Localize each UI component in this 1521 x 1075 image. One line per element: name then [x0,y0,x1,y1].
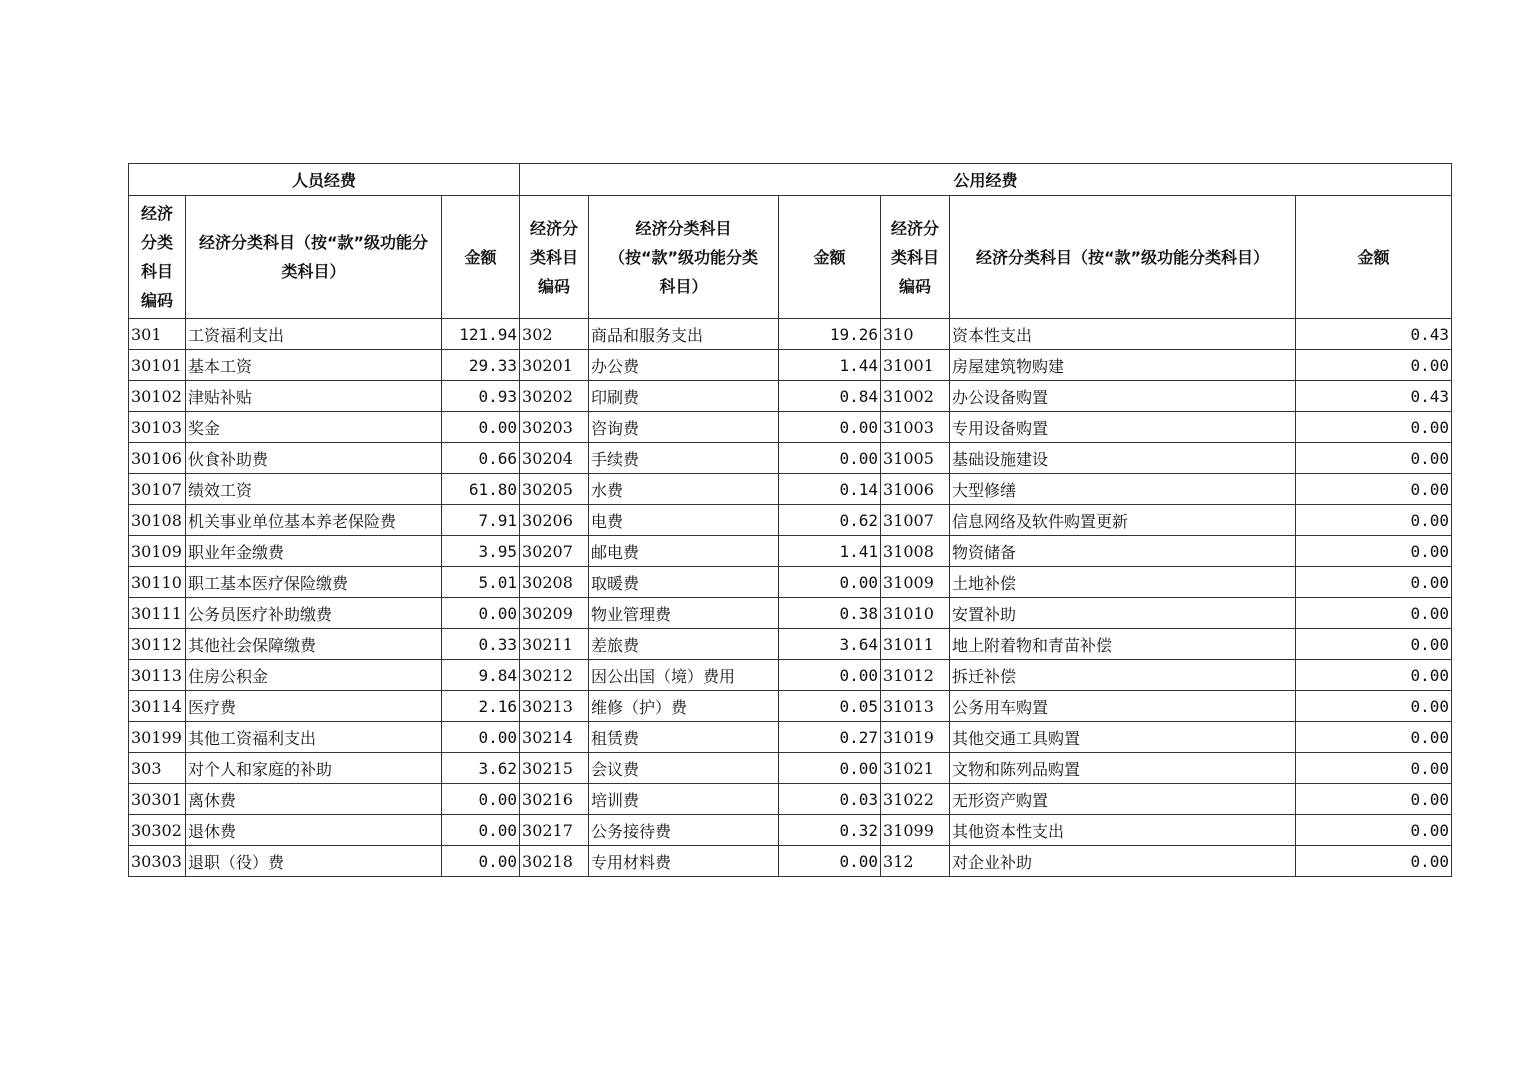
name-cell: 文物和陈列品购置 [950,753,1296,784]
table-row [129,846,1452,877]
name-cell: 差旅费 [589,629,779,660]
amount-cell: 19.26 [779,319,881,350]
code-cell: 30199 [129,722,186,753]
name-cell: 办公设备购置 [950,381,1296,412]
amount-cell: 0.00 [442,784,520,815]
name-cell: 对个人和家庭的补助 [186,753,442,784]
code-cell: 30206 [520,505,589,536]
name-cell: 咨询费 [589,412,779,443]
code-cell: 31003 [881,412,950,443]
amount-cell: 0.03 [779,784,881,815]
name-cell: 商品和服务支出 [589,319,779,350]
amount-cell: 0.00 [442,722,520,753]
code-cell: 31008 [881,536,950,567]
code-cell: 31021 [881,753,950,784]
code-cell: 31019 [881,722,950,753]
code-cell: 30215 [520,753,589,784]
name-cell: 邮电费 [589,536,779,567]
expenditure-table [128,163,1452,877]
name-cell: 地上附着物和青苗补偿 [950,629,1296,660]
code-cell: 30218 [520,846,589,877]
code-cell: 30217 [520,815,589,846]
amount-cell: 121.94 [442,319,520,350]
amount-cell: 0.00 [1296,753,1452,784]
code-cell: 30110 [129,567,186,598]
name-cell: 物业管理费 [589,598,779,629]
amount-cell: 29.33 [442,350,520,381]
name-cell: 伙食补助费 [186,443,442,474]
table-row [129,722,1452,753]
table-row [129,629,1452,660]
amount-cell: 0.33 [442,629,520,660]
name-cell: 公务用车购置 [950,691,1296,722]
table-row [129,784,1452,815]
name-cell: 电费 [589,505,779,536]
name-cell: 职业年金缴费 [186,536,442,567]
name-cell: 职工基本医疗保险缴费 [186,567,442,598]
table-row [129,753,1452,784]
amount-cell: 0.27 [779,722,881,753]
code-cell: 30103 [129,412,186,443]
code-cell: 303 [129,753,186,784]
amount-cell: 0.38 [779,598,881,629]
name-cell: 其他社会保障缴费 [186,629,442,660]
amount-cell: 0.00 [1296,815,1452,846]
name-cell: 培训费 [589,784,779,815]
code-cell: 30113 [129,660,186,691]
header-amount: 金额 [442,196,520,319]
code-cell: 30207 [520,536,589,567]
name-cell: 退职（役）费 [186,846,442,877]
amount-cell: 0.05 [779,691,881,722]
name-cell: 大型修缮 [950,474,1296,505]
code-cell: 31005 [881,443,950,474]
name-cell: 租赁费 [589,722,779,753]
header-name: 经济分类科目（按“款”级功能分类科目） [186,196,442,319]
name-cell: 住房公积金 [186,660,442,691]
amount-cell: 0.00 [1296,412,1452,443]
name-cell: 印刷费 [589,381,779,412]
amount-cell: 0.00 [1296,567,1452,598]
code-cell: 30214 [520,722,589,753]
amount-cell: 0.00 [779,443,881,474]
amount-cell: 3.95 [442,536,520,567]
table-row [129,691,1452,722]
header-code: 经济分类科目编码 [129,196,186,319]
amount-cell: 0.00 [1296,691,1452,722]
name-cell: 专用材料费 [589,846,779,877]
name-cell: 离休费 [186,784,442,815]
code-cell: 30213 [520,691,589,722]
code-cell: 30107 [129,474,186,505]
code-cell: 30106 [129,443,186,474]
code-cell: 30112 [129,629,186,660]
table-row [129,536,1452,567]
amount-cell: 0.00 [779,753,881,784]
name-cell: 拆迁补偿 [950,660,1296,691]
table-row [129,319,1452,350]
amount-cell: 0.00 [1296,443,1452,474]
amount-cell: 0.00 [442,815,520,846]
code-cell: 30208 [520,567,589,598]
amount-cell: 9.84 [442,660,520,691]
code-cell: 31007 [881,505,950,536]
name-cell: 绩效工资 [186,474,442,505]
name-cell: 土地补偿 [950,567,1296,598]
name-cell: 公务员医疗补助缴费 [186,598,442,629]
code-cell: 30108 [129,505,186,536]
table-row [129,815,1452,846]
code-cell: 31012 [881,660,950,691]
table-row [129,381,1452,412]
amount-cell: 0.32 [779,815,881,846]
header-code: 经济分类科目编码 [520,196,589,319]
name-cell: 对企业补助 [950,846,1296,877]
code-cell: 310 [881,319,950,350]
group-public: 公用经费 [520,164,1452,196]
code-cell: 31011 [881,629,950,660]
amount-cell: 0.00 [1296,536,1452,567]
code-cell: 30216 [520,784,589,815]
amount-cell: 0.00 [442,598,520,629]
code-cell: 30301 [129,784,186,815]
code-cell: 301 [129,319,186,350]
code-cell: 30209 [520,598,589,629]
code-cell: 30102 [129,381,186,412]
amount-cell: 0.43 [1296,319,1452,350]
amount-cell: 0.00 [1296,846,1452,877]
amount-cell: 0.00 [1296,474,1452,505]
name-cell: 其他交通工具购置 [950,722,1296,753]
code-cell: 30303 [129,846,186,877]
amount-cell: 0.43 [1296,381,1452,412]
name-cell: 津贴补贴 [186,381,442,412]
name-cell: 其他工资福利支出 [186,722,442,753]
name-cell: 办公费 [589,350,779,381]
code-cell: 30202 [520,381,589,412]
code-cell: 30203 [520,412,589,443]
code-cell: 31010 [881,598,950,629]
name-cell: 水费 [589,474,779,505]
amount-cell: 3.62 [442,753,520,784]
amount-cell: 0.00 [1296,350,1452,381]
code-cell: 31013 [881,691,950,722]
amount-cell: 0.93 [442,381,520,412]
code-cell: 30211 [520,629,589,660]
amount-cell: 0.00 [1296,660,1452,691]
amount-cell: 0.00 [1296,629,1452,660]
code-cell: 30109 [129,536,186,567]
amount-cell: 3.64 [779,629,881,660]
group-personnel: 人员经费 [129,164,520,196]
table-row [129,474,1452,505]
code-cell: 31099 [881,815,950,846]
code-cell: 312 [881,846,950,877]
code-cell: 31009 [881,567,950,598]
name-cell: 奖金 [186,412,442,443]
amount-cell: 0.00 [779,412,881,443]
code-cell: 30101 [129,350,186,381]
code-cell: 302 [520,319,589,350]
amount-cell: 0.00 [779,846,881,877]
name-cell: 其他资本性支出 [950,815,1296,846]
name-cell: 专用设备购置 [950,412,1296,443]
table-row [129,660,1452,691]
name-cell: 无形资产购置 [950,784,1296,815]
code-cell: 31002 [881,381,950,412]
amount-cell: 0.66 [442,443,520,474]
table-row [129,443,1452,474]
amount-cell: 0.00 [1296,505,1452,536]
amount-cell: 0.00 [1296,722,1452,753]
name-cell: 工资福利支出 [186,319,442,350]
table-row [129,598,1452,629]
amount-cell: 1.41 [779,536,881,567]
amount-cell: 0.62 [779,505,881,536]
amount-cell: 0.00 [1296,598,1452,629]
table-row [129,505,1452,536]
code-cell: 30204 [520,443,589,474]
name-cell: 维修（护）费 [589,691,779,722]
name-cell: 退休费 [186,815,442,846]
name-cell: 资本性支出 [950,319,1296,350]
name-cell: 基本工资 [186,350,442,381]
code-cell: 30201 [520,350,589,381]
header-name: 经济分类科目（按“款”级功能分类科目） [950,196,1296,319]
amount-cell: 0.00 [442,412,520,443]
amount-cell: 0.00 [1296,784,1452,815]
name-cell: 基础设施建设 [950,443,1296,474]
header-amount: 金额 [1296,196,1452,319]
amount-cell: 1.44 [779,350,881,381]
name-cell: 物资储备 [950,536,1296,567]
name-cell: 信息网络及软件购置更新 [950,505,1296,536]
code-cell: 30212 [520,660,589,691]
table-row [129,412,1452,443]
amount-cell: 0.00 [779,660,881,691]
code-cell: 30302 [129,815,186,846]
name-cell: 因公出国（境）费用 [589,660,779,691]
name-cell: 机关事业单位基本养老保险费 [186,505,442,536]
code-cell: 30111 [129,598,186,629]
table-row [129,567,1452,598]
code-cell: 30114 [129,691,186,722]
name-cell: 会议费 [589,753,779,784]
header-amount: 金额 [779,196,881,319]
group-header-row [129,164,1452,196]
amount-cell: 7.91 [442,505,520,536]
amount-cell: 2.16 [442,691,520,722]
header-code: 经济分类科目编码 [881,196,950,319]
amount-cell: 0.84 [779,381,881,412]
table-row [129,350,1452,381]
name-cell: 房屋建筑物购建 [950,350,1296,381]
code-cell: 31022 [881,784,950,815]
amount-cell: 5.01 [442,567,520,598]
code-cell: 30205 [520,474,589,505]
amount-cell: 61.80 [442,474,520,505]
code-cell: 31006 [881,474,950,505]
amount-cell: 0.00 [779,567,881,598]
header-name: 经济分类科目（按“款”级功能分类科目） [589,196,779,319]
name-cell: 安置补助 [950,598,1296,629]
amount-cell: 0.14 [779,474,881,505]
name-cell: 手续费 [589,443,779,474]
code-cell: 31001 [881,350,950,381]
name-cell: 取暖费 [589,567,779,598]
column-header-row [129,196,1452,319]
name-cell: 医疗费 [186,691,442,722]
amount-cell: 0.00 [442,846,520,877]
name-cell: 公务接待费 [589,815,779,846]
